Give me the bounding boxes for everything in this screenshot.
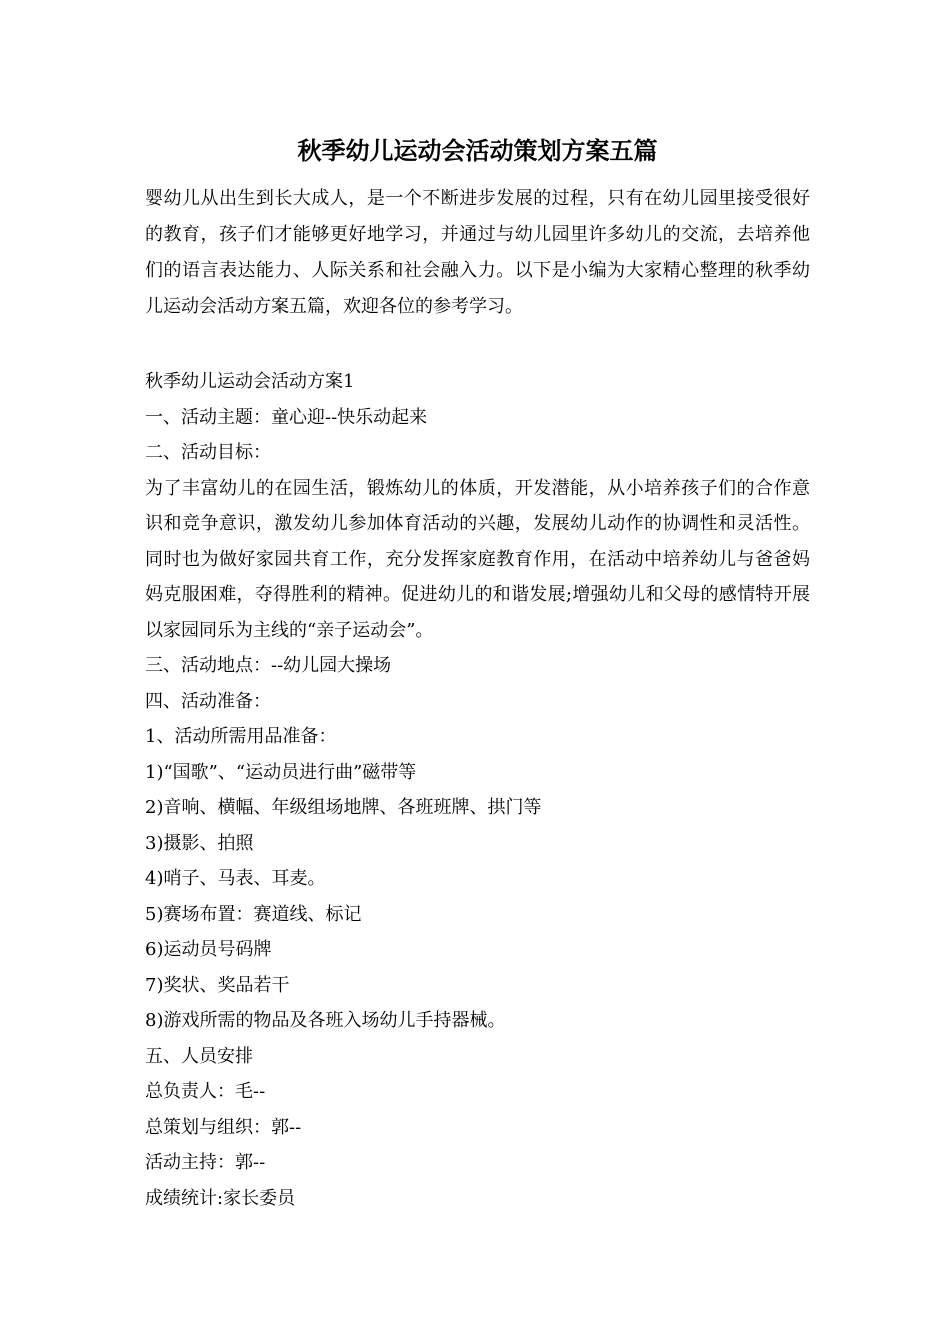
document-title: 秋季幼儿运动会活动策划方案五篇 — [297, 136, 658, 165]
staff-item: 总负责人：毛-- — [145, 1081, 266, 1102]
staff-item: 成绩统计:家长委员 — [145, 1187, 296, 1209]
staff-item: 活动主持：郭-- — [145, 1152, 266, 1173]
staff-item: 总策划与组织：郭-- — [145, 1116, 302, 1138]
staff-heading: 五、人员安排 — [145, 1045, 253, 1067]
section-title: 秋季幼儿运动会活动方案1 — [145, 371, 355, 392]
prep-heading: 四、活动准备： — [145, 690, 271, 712]
prep-item: 1)“国歌”、“运动员进行曲”磁带等 — [145, 761, 417, 783]
goal-paragraph: 为了丰富幼儿的在园生活，锻炼幼儿的体质，开发潜能，从小培养孩子们的合作意识和竞争意识，激发幼儿参加体育活动的兴趣，发展幼儿动作的协调性和灵活性。同时也为做好家园共育工作，充分发挥家庭教育作用，在活动中培养幼儿与爸爸妈妈克服困难，夺得胜利的精神。促进幼儿的和谐发展;增强幼儿和父母的感情特开展以家园同乐为主线的“亲子运动会”。 — [145, 477, 810, 641]
intro-paragraph: 婴幼儿从出生到长大成人，是一个不断进步发展的过程，只有在幼儿园里接受很好的教育，孩子们才能够更好地学习，并通过与幼儿园里许多幼儿的交流，去培养他们的语言表达能力、人际关系和社会融入力。以下是小编为大家精心整理的秋季幼儿运动会活动方案五篇，欢迎各位的参考学习。 — [145, 188, 810, 317]
plan-body — [145, 364, 810, 1216]
prep-item: 7)奖状、奖品若干 — [145, 974, 290, 996]
prep-item: 2)音响、横幅、年级组场地牌、各班班牌、拱门等 — [145, 797, 542, 818]
prep-item: 4)哨子、马表、耳麦。 — [145, 868, 326, 889]
prep-item: 5)赛场布置：赛道线、标记 — [145, 903, 362, 925]
prep-item: 3)摄影、拍照 — [145, 832, 254, 854]
activity-location: 三、活动地点：--幼儿园大操场 — [145, 655, 392, 676]
prep-item: 6)运动员号码牌 — [145, 939, 272, 960]
activity-theme: 一、活动主题：童心迎--快乐动起来 — [145, 406, 428, 428]
prep-subheading: 1、活动所需用品准备： — [145, 726, 337, 747]
prep-item: 8)游戏所需的物品及各班入场幼儿手持器械。 — [145, 1010, 506, 1031]
goal-heading: 二、活动目标： — [145, 442, 271, 463]
